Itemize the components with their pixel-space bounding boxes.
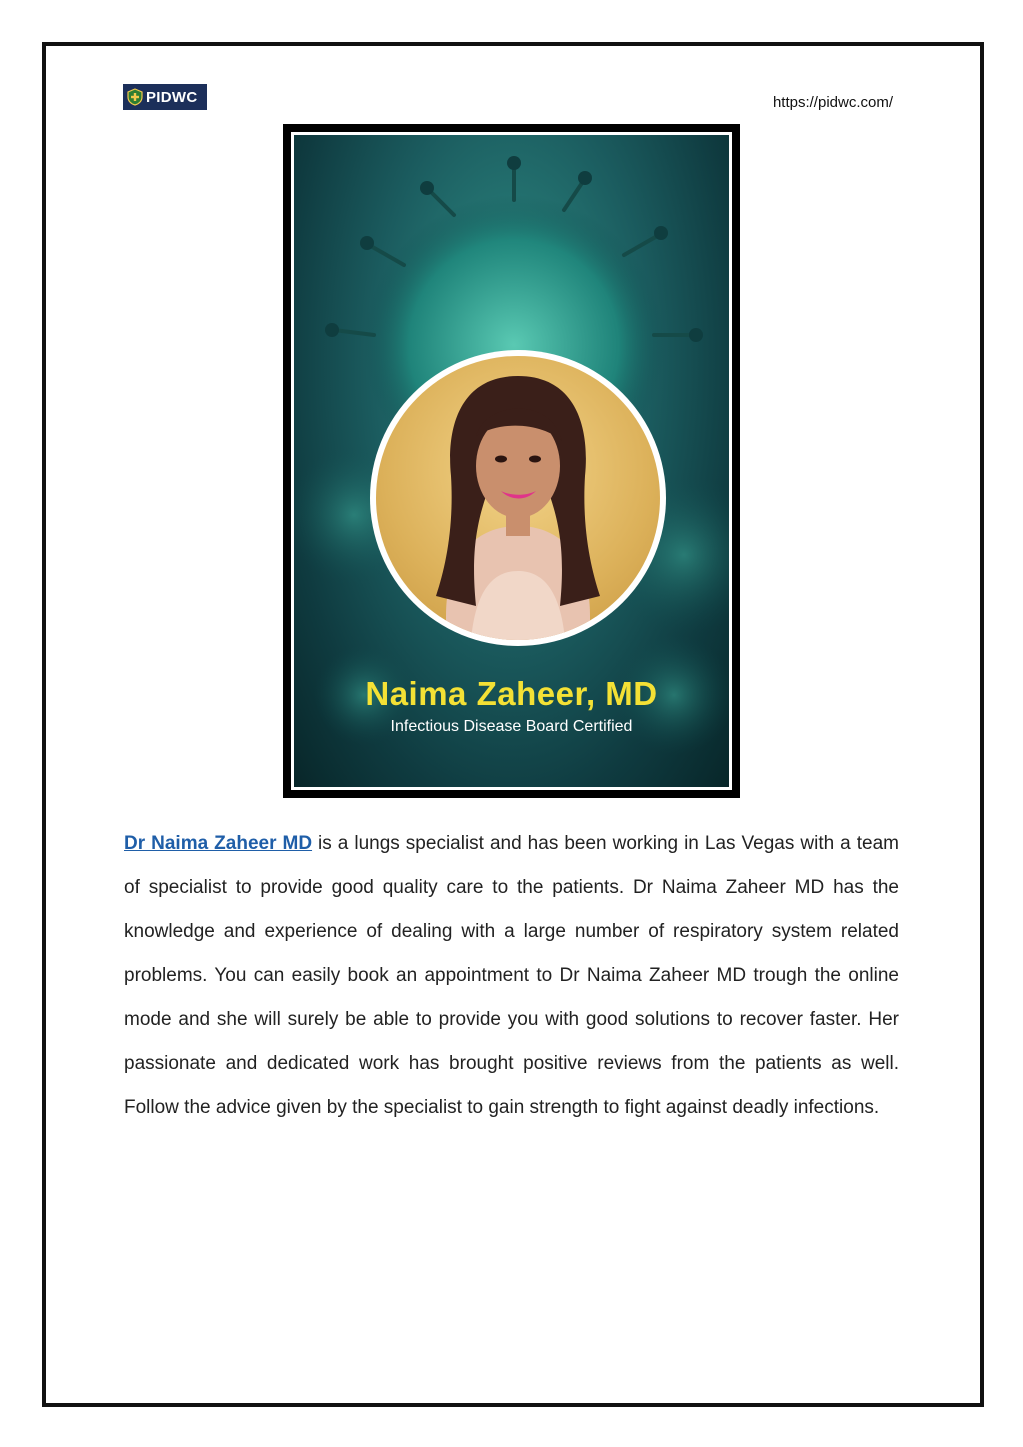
- doctor-profile-link[interactable]: Dr Naima Zaheer MD: [124, 833, 313, 854]
- article-body-text: is a lungs specialist and has been working in Las Vegas with a team of specialist to provide good quality care to the patients. Dr Naima Zaheer MD has the knowledge and experience of dealing with a large number of respiratory system related problems. You can easily book an appointment to Dr Naima Zaheer MD trough the online mode and she will surely be able to provide you with good solutions to recover faster. Her passionate and dedicated work has brought positive reviews from the patients as well. Follow the advice given by the specialist to gain strength to fight against deadly infections.: [124, 833, 899, 1118]
- site-url[interactable]: https://pidwc.com/: [772, 94, 893, 111]
- logo-text: PIDWC: [146, 88, 198, 106]
- poster-inner: [291, 132, 732, 790]
- poster-doctor-name: Naima Zaheer, MD: [365, 675, 658, 712]
- pidwc-logo[interactable]: [123, 84, 207, 110]
- article-paragraph: [124, 822, 899, 1130]
- portrait-frame: [370, 350, 666, 646]
- doctor-portrait: [376, 356, 660, 640]
- shield-cross-icon: [127, 88, 143, 106]
- poster-subtitle: Infectious Disease Board Certified: [390, 718, 633, 735]
- doctor-portrait-illustration: [376, 356, 660, 640]
- doctor-poster: [283, 124, 740, 798]
